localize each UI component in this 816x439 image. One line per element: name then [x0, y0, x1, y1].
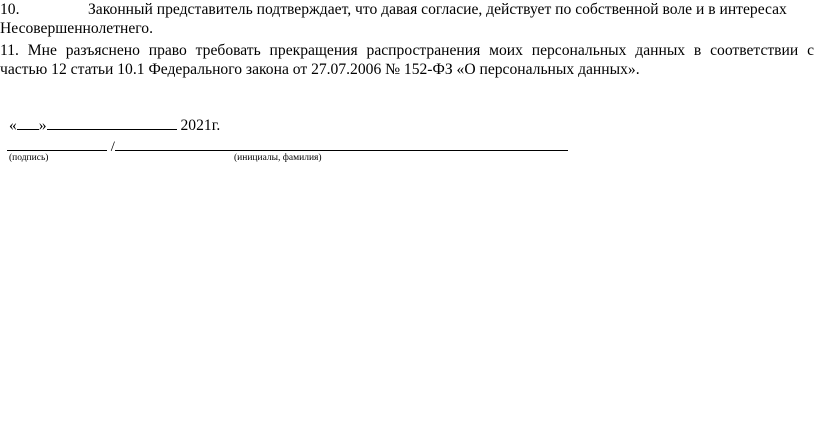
month-blank-field[interactable]: [47, 115, 177, 130]
date-close-quote: »: [38, 117, 47, 134]
date-line: [9, 115, 220, 135]
name-caption: (инициалы, фамилия): [234, 153, 322, 163]
signature-separator: /: [110, 139, 115, 155]
paragraph-11-line-2: частью 12 статьи 10.1 Федерального закона от 27.07.2006 № 152-ФЗ «О персональных данных».: [0, 61, 640, 78]
paragraph-10-line-1: [0, 0, 816, 19]
signature-blank-field[interactable]: [7, 136, 107, 151]
paragraph-11-text: 11. Мне разъяснено право требовать прекращения распространения моих персональных данных в соответствии с: [0, 42, 814, 59]
year-label: 2021г.: [180, 117, 221, 134]
date-open-quote: «: [9, 117, 17, 134]
paragraph-10-number: 10.: [0, 1, 20, 18]
day-blank-field[interactable]: [17, 115, 39, 130]
paragraph-11-line-1: [0, 41, 816, 60]
paragraph-10-line-2: Несовершеннолетнего.: [0, 20, 153, 37]
name-blank-field[interactable]: [115, 136, 568, 151]
signature-caption: (подпись): [9, 153, 49, 163]
paragraph-10-text: Законный представитель подтверждает, что давая согласие, действует по собственной воле и в интересах: [88, 1, 787, 18]
